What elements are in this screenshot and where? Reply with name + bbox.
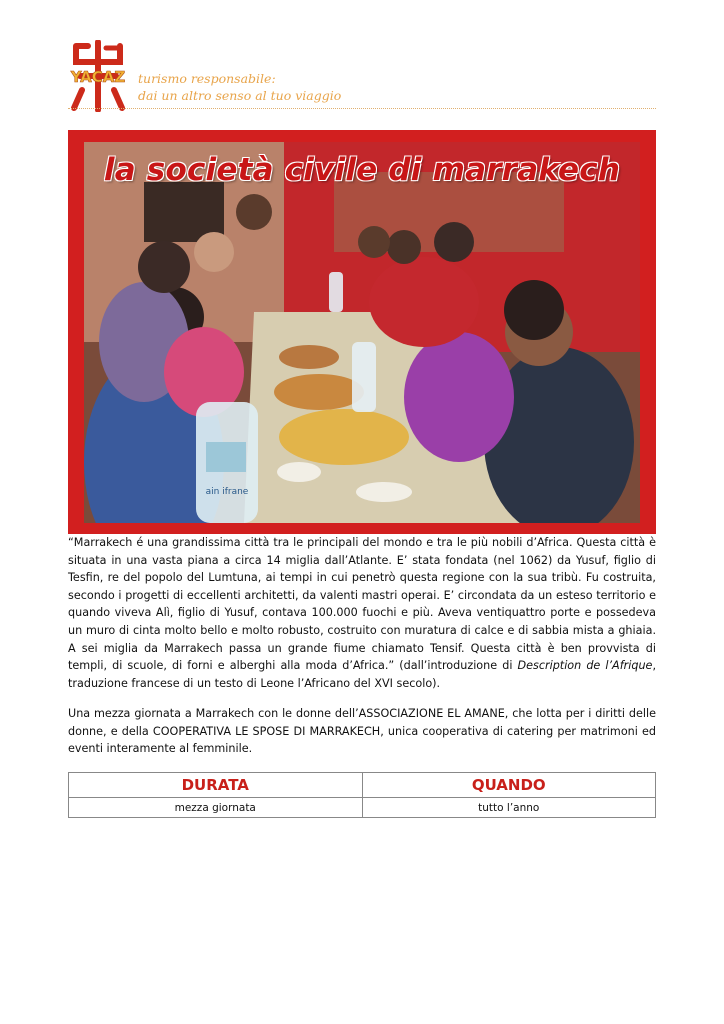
tagline-line-2: dai un altro senso al tuo viaggio (138, 88, 342, 103)
duration-value: mezza giornata (69, 798, 363, 818)
logo-text: YACAZ (70, 68, 126, 86)
duration-header: DURATA (69, 773, 363, 798)
yacaz-logo (66, 40, 130, 112)
bottle-label: ain ifrane (205, 487, 249, 497)
header-divider (68, 108, 656, 109)
info-table (68, 772, 656, 818)
table-row (69, 798, 656, 818)
when-header: QUANDO (362, 773, 656, 798)
table-header-row (69, 773, 656, 798)
description-paragraph: Una mezza giornata a Marrakech con le donne dell’ASSOCIAZIONE EL AMANE, che lotta per i diritti delle donne, e della COOPERATIVA LE SPOSE DI MARRAKECH, unica cooperativa di catering per matrimoni ed eventi interamente al femminile. (68, 707, 656, 756)
intro-source: , traduzione francese di un testo di Leone l’Africano del XVI secolo). (68, 659, 656, 690)
photo-title: la società civile di marrakech (103, 152, 621, 188)
book-title: Description de l’Afrique (517, 659, 653, 673)
when-value: tutto l’anno (362, 798, 656, 818)
tagline (138, 70, 341, 104)
tagline-line-1: turismo responsabile: (138, 71, 276, 86)
intro-paragraph (68, 534, 656, 692)
intro-quote: “Marrakech é una grandissima città tra le principali del mondo e tra le più nobili d’Africa. Questa città è situata in una vasta piana a circa 14 miglia dall’Atlante. E’ stata fondata (nel 1062) da Yusuf, figlio di Tesfin, re del popolo del Lumtuna, ai tempi in cui penetrò questa regione con la sua tribù. Fu costruita, secondo i progetti di eccellenti architetti, da valenti mastri operai. E’ circondata da un esteso territorio e quando viveva Alì, figlio di Yusuf, contava 100.000 fuochi e più. Aveva ventiquattro porte e possedeva un muro di cinta molto bello e molto robusto, costruito con muratura di calce e di sabbia mista a ghiaia. A sei miglia da Marrakech passa un grande fiume chiamato Tensif. Questa città è ben provvista di templi, di scuole, di forni e alberghi alla moda d’Africa.” (dall’introduzione di (68, 536, 656, 673)
group-dinner-photo (84, 142, 640, 523)
